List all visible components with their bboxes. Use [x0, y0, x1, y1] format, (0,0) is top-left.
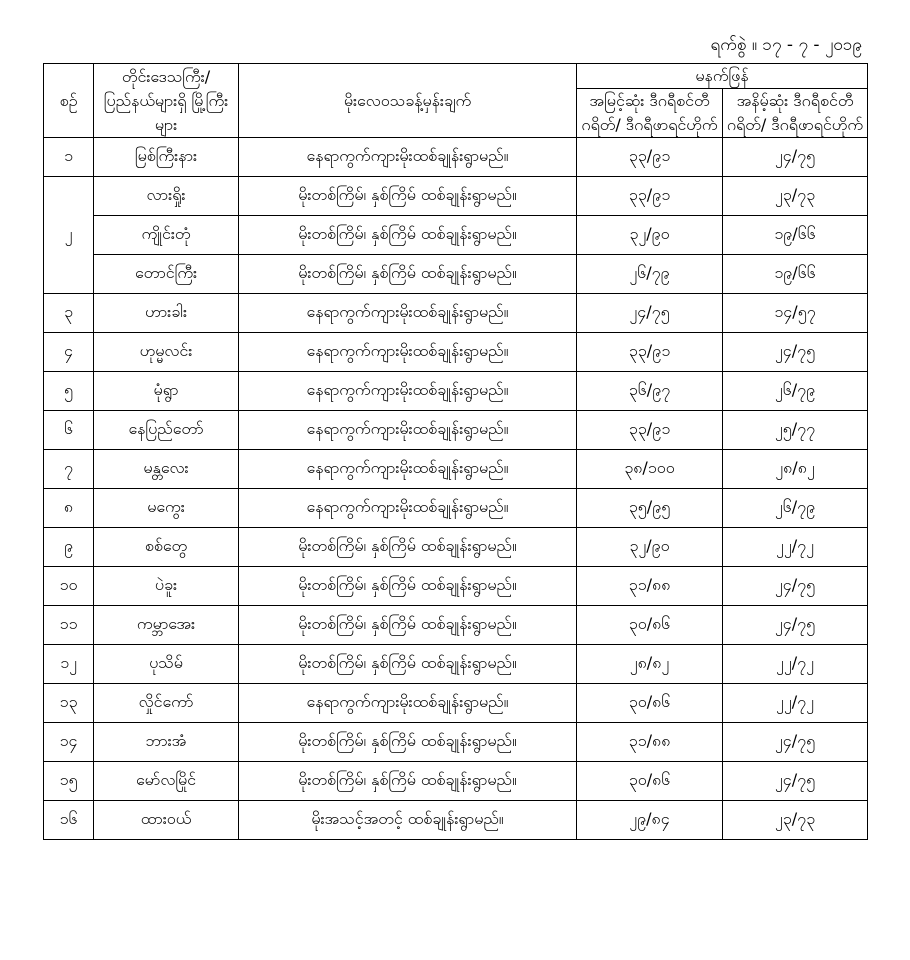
city-name: နေပြည်တော်: [94, 411, 239, 450]
report-date: ရက်စွဲ ။ ၁၇ - ၇ - ၂၀၁၉: [710, 35, 862, 55]
row-number: ၅: [44, 372, 94, 411]
table-row: [44, 801, 868, 840]
forecast-text: မိုးတစ်ကြိမ်၊ နှစ်ကြိမ် ထစ်ချုန်းရွာမည်။: [239, 255, 577, 294]
table-row: [44, 372, 868, 411]
city-name: ပုသိမ်: [94, 645, 239, 684]
forecast-text: နေရာကွက်ကျားမိုးထစ်ချုန်းရွာမည်။: [239, 333, 577, 372]
row-number: ၁၆: [44, 801, 94, 840]
forecast-text: နေရာကွက်ကျားမိုးထစ်ချုန်းရွာမည်။: [239, 138, 577, 177]
city-name: မန္တလေး: [94, 450, 239, 489]
max-temp: ၃၀/၈၆: [577, 684, 723, 723]
row-number: ၁၅: [44, 762, 94, 801]
city-name: ဟားခါး: [94, 294, 239, 333]
weather-forecast-table: [43, 63, 868, 840]
table-row: [44, 333, 868, 372]
max-temp: ၃၁/၈၈: [577, 723, 723, 762]
max-temp: ၃၃/၉၁: [577, 411, 723, 450]
table-row: [44, 645, 868, 684]
table-row: [44, 138, 868, 177]
header-forecast: မိုးလေဝသခန့်မှန်းချက်: [239, 64, 577, 138]
forecast-text: နေရာကွက်ကျားမိုးထစ်ချုန်းရွာမည်။: [239, 372, 577, 411]
min-temp: ၁၄/၅၇: [723, 294, 868, 333]
max-temp: ၃၈/၁၀၀: [577, 450, 723, 489]
row-number: ၁၃: [44, 684, 94, 723]
forecast-text: နေရာကွက်ကျားမိုးထစ်ချုန်းရွာမည်။: [239, 450, 577, 489]
max-temp: ၂၈/၈၂: [577, 645, 723, 684]
row-number: ၁၄: [44, 723, 94, 762]
max-temp: ၃၆/၉၇: [577, 372, 723, 411]
max-temp: ၂၉/၈၄: [577, 801, 723, 840]
row-number: ၈: [44, 489, 94, 528]
table-row: [44, 255, 868, 294]
city-name: ကမ္ဘာအေး: [94, 606, 239, 645]
header-max-temp: အမြင့်ဆုံး ဒီဂရီစင်တီဂရိတ်/ ဒီဂရီဖာရင်ဟိုက်: [577, 89, 723, 138]
forecast-text: မိုးတစ်ကြိမ်၊ နှစ်ကြိမ် ထစ်ချုန်းရွာမည်။: [239, 567, 577, 606]
table-row: [44, 528, 868, 567]
city-name: မုံရွာ: [94, 372, 239, 411]
min-temp: ၂၂/၇၂: [723, 684, 868, 723]
min-temp: ၁၉/၆၆: [723, 216, 868, 255]
table-body: [44, 138, 868, 840]
min-temp: ၂၄/၇၅: [723, 333, 868, 372]
min-temp: ၂၆/၇၉: [723, 489, 868, 528]
max-temp: ၂၄/၇၅: [577, 294, 723, 333]
city-name: လားရှိုး: [94, 177, 239, 216]
forecast-text: နေရာကွက်ကျားမိုးထစ်ချုန်းရွာမည်။: [239, 294, 577, 333]
row-number: ၁၀: [44, 567, 94, 606]
max-temp: ၃၅/၉၅: [577, 489, 723, 528]
row-number: ၆: [44, 411, 94, 450]
max-temp: ၃၃/၉၁: [577, 177, 723, 216]
table-row: [44, 450, 868, 489]
forecast-text: နေရာကွက်ကျားမိုးထစ်ချုန်းရွာမည်။: [239, 411, 577, 450]
city-name: ဟုမ္မလင်း: [94, 333, 239, 372]
city-name: ဘားအံ: [94, 723, 239, 762]
min-temp: ၂၅/၇၇: [723, 411, 868, 450]
min-temp: ၂၂/၇၂: [723, 528, 868, 567]
forecast-text: မိုးတစ်ကြိမ်၊ နှစ်ကြိမ် ထစ်ချုန်းရွာမည်။: [239, 528, 577, 567]
table-row: [44, 489, 868, 528]
min-temp: ၂၃/၇၃: [723, 177, 868, 216]
city-name: တောင်ကြီး: [94, 255, 239, 294]
header-no: စဉ်: [44, 64, 94, 138]
min-temp: ၂၃/၇၃: [723, 801, 868, 840]
city-name: ထားဝယ်: [94, 801, 239, 840]
forecast-text: မိုးတစ်ကြိမ်၊ နှစ်ကြိမ် ထစ်ချုန်းရွာမည်။: [239, 723, 577, 762]
min-temp: ၂၄/၇၅: [723, 606, 868, 645]
forecast-text: နေရာကွက်ကျားမိုးထစ်ချုန်းရွာမည်။: [239, 684, 577, 723]
city-name: ကျိုင်းတုံ: [94, 216, 239, 255]
table-header: [44, 64, 868, 138]
row-number: ၁၁: [44, 606, 94, 645]
max-temp: ၃၃/၉၁: [577, 333, 723, 372]
row-number: ၁: [44, 138, 94, 177]
min-temp: ၂၂/၇၂: [723, 645, 868, 684]
city-name: စစ်တွေ: [94, 528, 239, 567]
table-row: [44, 216, 868, 255]
forecast-text: မိုးတစ်ကြိမ်၊ နှစ်ကြိမ် ထစ်ချုန်းရွာမည်။: [239, 645, 577, 684]
max-temp: ၃၁/၈၈: [577, 567, 723, 606]
max-temp: ၃၀/၈၆: [577, 762, 723, 801]
table-row: [44, 567, 868, 606]
max-temp: ၃၀/၈၆: [577, 606, 723, 645]
city-name: မော်လမြိုင်: [94, 762, 239, 801]
min-temp: ၂၄/၇၅: [723, 138, 868, 177]
header-region: တိုင်းဒေသကြီး/ ပြည်နယ်များရှိ မြို့ကြီးများ: [94, 64, 239, 138]
max-temp: ၂၆/၇၉: [577, 255, 723, 294]
forecast-text: မိုးအသင့်အတင့် ထစ်ချုန်းရွာမည်။: [239, 801, 577, 840]
header-min-temp: အနိမ့်ဆုံး ဒီဂရီစင်တီဂရိတ်/ ဒီဂရီဖာရင်ဟိုက်: [723, 89, 868, 138]
table-row: [44, 723, 868, 762]
forecast-text: မိုးတစ်ကြိမ်၊ နှစ်ကြိမ် ထစ်ချုန်းရွာမည်။: [239, 762, 577, 801]
table-row: [44, 177, 868, 216]
min-temp: ၂၄/၇၅: [723, 762, 868, 801]
max-temp: ၃၂/၉၀: [577, 216, 723, 255]
forecast-text: နေရာကွက်ကျားမိုးထစ်ချုန်းရွာမည်။: [239, 489, 577, 528]
min-temp: ၂၄/၇၅: [723, 723, 868, 762]
row-number: ၉: [44, 528, 94, 567]
row-number: ၇: [44, 450, 94, 489]
forecast-text: မိုးတစ်ကြိမ်၊ နှစ်ကြိမ် ထစ်ချုန်းရွာမည်။: [239, 177, 577, 216]
table-row: [44, 294, 868, 333]
table-row: [44, 606, 868, 645]
city-name: ပဲခူး: [94, 567, 239, 606]
city-name: မြစ်ကြီးနား: [94, 138, 239, 177]
forecast-text: မိုးတစ်ကြိမ်၊ နှစ်ကြိမ် ထစ်ချုန်းရွာမည်။: [239, 606, 577, 645]
table-row: [44, 684, 868, 723]
city-name: လှိုင်ကော်: [94, 684, 239, 723]
row-number: ၃: [44, 294, 94, 333]
row-number: ၄: [44, 333, 94, 372]
table-row: [44, 762, 868, 801]
min-temp: ၂၈/၈၂: [723, 450, 868, 489]
max-temp: ၃၂/၉၀: [577, 528, 723, 567]
header-temperature: မနက်ဖြန်: [577, 64, 868, 89]
row-number: ၁၂: [44, 645, 94, 684]
min-temp: ၁၉/၆၆: [723, 255, 868, 294]
max-temp: ၃၃/၉၁: [577, 138, 723, 177]
forecast-text: မိုးတစ်ကြိမ်၊ နှစ်ကြိမ် ထစ်ချုန်းရွာမည်။: [239, 216, 577, 255]
min-temp: ၂၆/၇၉: [723, 372, 868, 411]
min-temp: ၂၄/၇၅: [723, 567, 868, 606]
table-row: [44, 411, 868, 450]
row-number: ၂: [44, 177, 94, 294]
city-name: မကွေး: [94, 489, 239, 528]
